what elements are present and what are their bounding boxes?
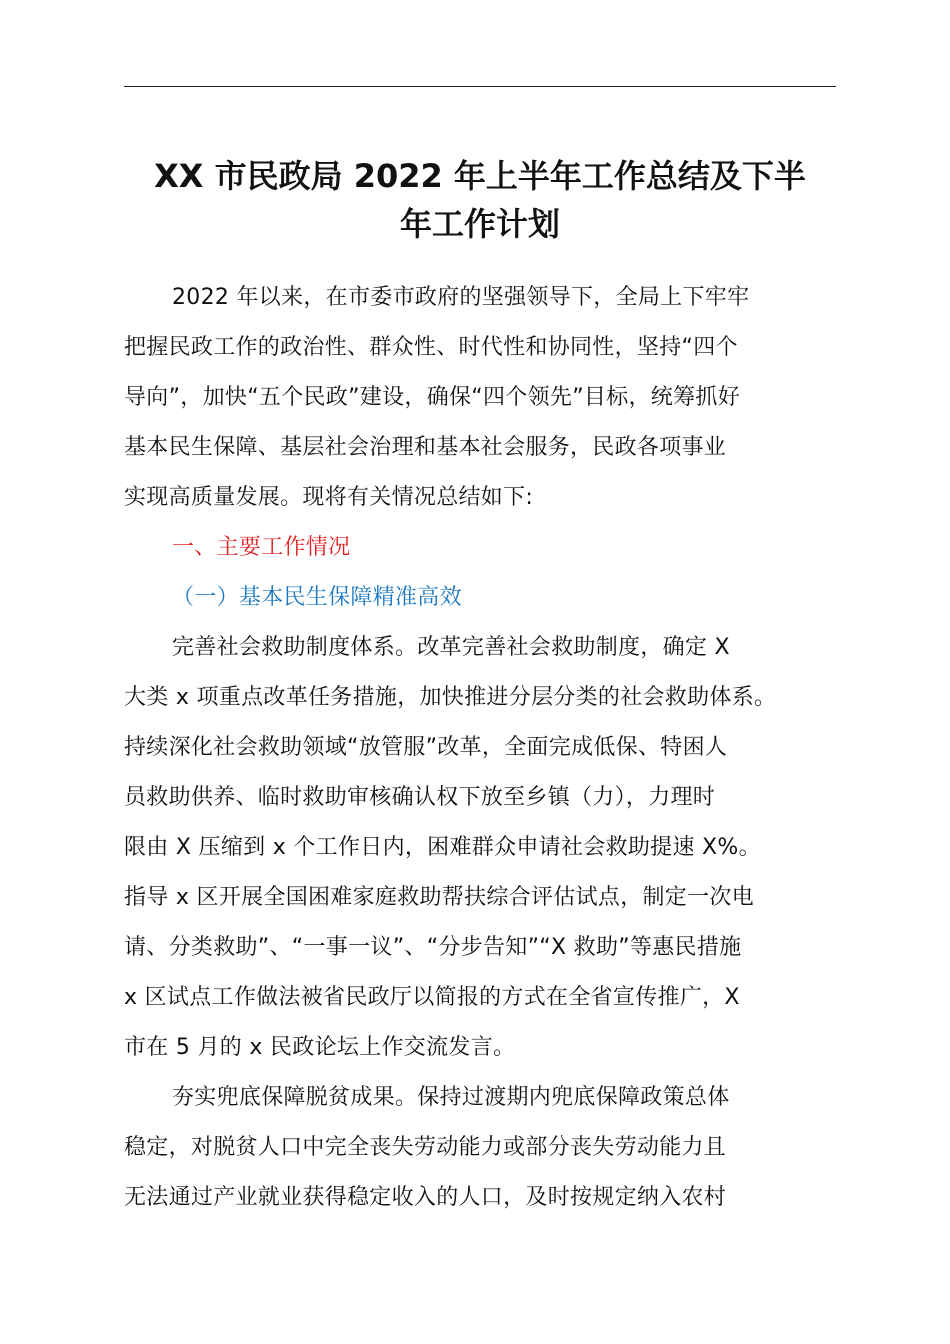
document-title-line-1: XX 市民政局 2022 年上半年工作总结及下半: [154, 157, 806, 195]
body-line-9: 市在 5 月的 x 民政论坛上作交流发言。: [124, 1035, 516, 1060]
section-heading: 一、主要工作情况: [172, 535, 351, 560]
body-line-5: 限由 X 压缩到 x 个工作日内，困难群众申请社会救助提速 X%。: [124, 835, 761, 860]
header-rule: [124, 86, 836, 87]
body-line-11: 稳定，对脱贫人口中完全丧失劳动能力或部分丧失劳动能力且: [124, 1135, 727, 1160]
body-line-4: 员救助供养、临时救助审核确认权下放至乡镇（力），力理时: [124, 785, 716, 810]
document-title-line-2: 年工作计划: [399, 205, 560, 243]
body-line-10: 夯实兜底保障脱贫成果。保持过渡期内兜底保障政策总体: [172, 1085, 730, 1110]
body-line-12: 无法通过产业就业获得稳定收入的人口，及时按规定纳入农村: [124, 1185, 727, 1210]
intro-line-3: 导向”，加快“五个民政”建设，确保“四个领先”目标，统筹抓好: [124, 385, 740, 410]
intro-line-5: 实现高质量发展。现将有关情况总结如下:: [124, 485, 534, 510]
body-line-8: x 区试点工作做法被省民政厅以简报的方式在全省宣传推广，X: [124, 985, 740, 1010]
body-line-3: 持续深化社会救助领域“放管服”改革，全面完成低保、特困人: [124, 735, 728, 760]
subsection-heading: （一）基本民生保障精准高效: [172, 585, 462, 610]
body-line-6: 指导 x 区开展全国困难家庭救助帮扶综合评估试点，制定一次电: [124, 885, 755, 910]
body-line-1: 完善社会救助制度体系。改革完善社会救助制度，确定 X: [172, 635, 730, 660]
intro-line-4: 基本民生保障、基层社会治理和基本社会服务，民政各项事业: [124, 435, 727, 460]
intro-line-1: 2022 年以来，在市委市政府的坚强领导下，全局上下牢牢: [172, 285, 750, 310]
intro-line-2: 把握民政工作的政治性、群众性、时代性和协同性，坚持“四个: [124, 335, 738, 360]
body-line-2: 大类 x 项重点改革任务措施，加快推进分层分类的社会救助体系。: [124, 685, 777, 710]
body-line-7: 请、分类救助”、“一事一议”、“分步告知”“X 救助”等惠民措施: [124, 935, 742, 960]
